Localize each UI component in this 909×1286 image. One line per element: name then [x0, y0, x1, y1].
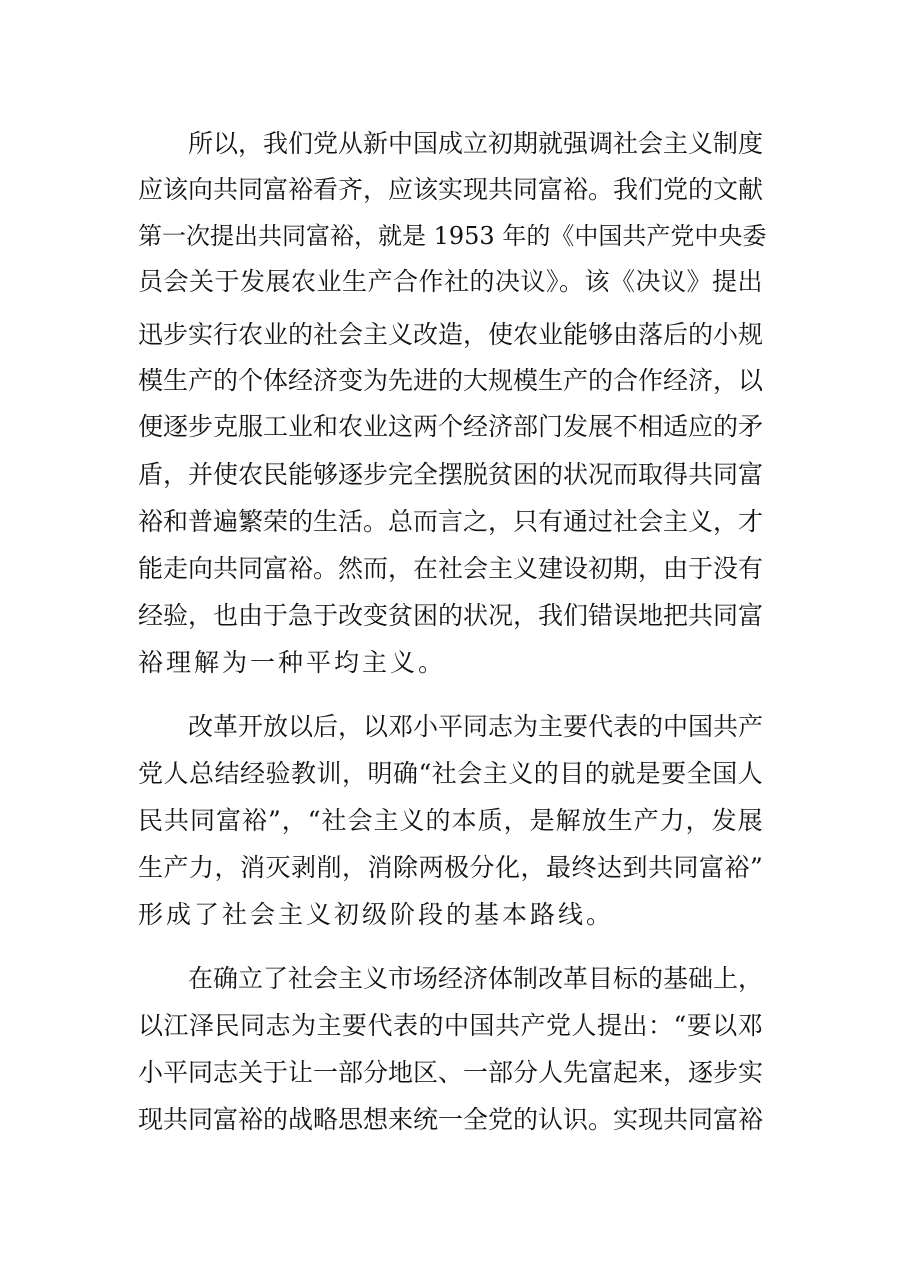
text-line: 员会关于发展农业生产合作社的决议》。该《决议》提出: [138, 267, 764, 296]
text-line: 形成了社会主义初级阶段的基本路线。: [138, 900, 615, 929]
text-line: 改革开放以后，以邓小平同志为主要代表的中国共产: [188, 712, 764, 741]
text-line: 经验，也由于急于改变贫困的状况，我们错误地把共同富: [138, 601, 764, 630]
text-line: 便逐步克服工业和农业这两个经济部门发展不相适应的矛: [138, 412, 764, 441]
text-line: 应该向共同富裕看齐，应该实现共同富裕。我们党的文献: [138, 175, 764, 204]
text-line: 裕和普遍繁荣的生活。总而言之，只有通过社会主义，才: [138, 507, 764, 536]
text-line: 现共同富裕的战略思想来统一全党的认识。实现共同富裕: [138, 1105, 764, 1134]
text-line: 第一次提出共同富裕，就是 1953 年的《中国共产党中央委: [138, 222, 767, 250]
text-line: 所以，我们党从新中国成立初期就强调社会主义制度: [188, 129, 764, 158]
text-line: 盾，并使农民能够逐步完全摆脱贫困的状况而取得共同富: [138, 460, 764, 489]
text-line: 小平同志关于让一部分地区、一部分人先富起来，逐步实: [138, 1058, 764, 1087]
text-line: 以江泽民同志为主要代表的中国共产党人提出：“要以邓: [138, 1011, 764, 1040]
text-line: 能走向共同富裕。然而，在社会主义建设初期，由于没有: [138, 554, 764, 583]
text-line: 民共同富裕”，“社会主义的本质，是解放生产力，发展: [138, 806, 764, 835]
text-line: 裕理解为一种平均主义。: [138, 648, 447, 677]
text-line: 迅步实行农业的社会主义改造，使农业能够由落后的小规: [138, 320, 764, 349]
text-line: 模生产的个体经济变为先进的大规模生产的合作经济，以: [138, 366, 764, 395]
text-line: 生产力，消灭剥削，消除两极分化，最终达到共同富裕”: [138, 853, 764, 882]
text-line: 在确立了社会主义市场经济体制改革目标的基础上，: [188, 964, 764, 993]
text-line: 党人总结经验教训，明确“社会主义的目的就是要全国人: [138, 759, 764, 788]
